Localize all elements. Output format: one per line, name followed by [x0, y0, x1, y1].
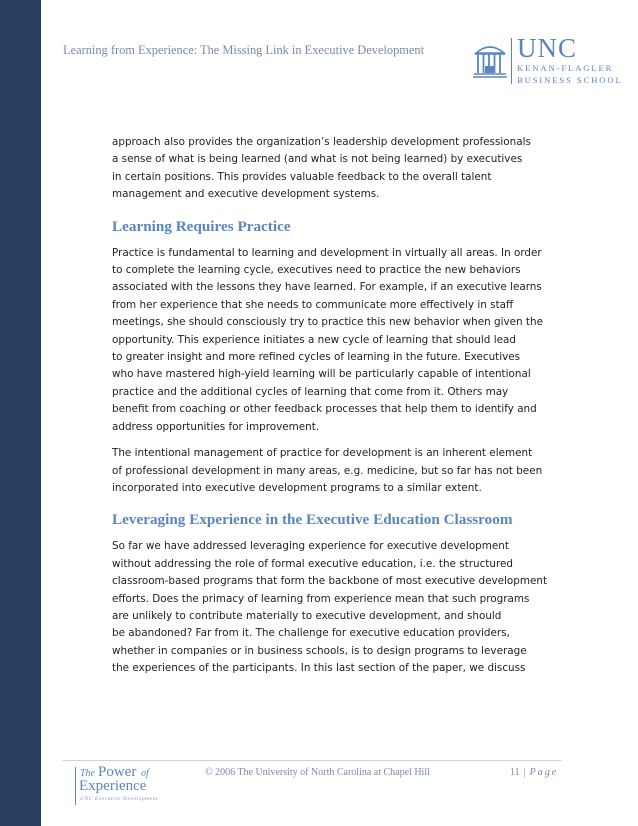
text-line: from her experience that she needs to communicate more effectively in staff	[112, 298, 514, 311]
text-line: opportunity. This experience initiates a new cycle of learning that should lead	[112, 333, 516, 346]
text-line: without addressing the role of formal executive education, i.e. the structured	[112, 557, 513, 570]
text-line: address opportunities for improvement.	[112, 420, 320, 433]
logo-word-the: The	[80, 768, 95, 779]
text-line: management and executive development systems.	[112, 188, 380, 201]
text-line: incorporated into executive development programs to a similar extent.	[112, 481, 482, 494]
left-sidebar-band	[0, 0, 41, 826]
text-line: efforts. Does the primacy of learning from experience mean that such programs	[112, 592, 530, 605]
section-heading-learning-requires-practice: Learning Requires Practice	[112, 217, 291, 235]
leveraging-paragraph-1	[112, 538, 552, 677]
logo-word-power: Power	[98, 764, 137, 780]
text-line: whether in companies or in business schools, is to design programs to leverage	[112, 644, 527, 657]
logo-line-business-school: BUSINESS SCHOOL	[517, 75, 623, 85]
footer-page-number	[510, 767, 558, 778]
logo-subtitle: UNC Executive Development	[80, 796, 159, 802]
page-separator: |	[523, 767, 526, 778]
text-line: The intentional management of practice for development is an inherent element	[112, 447, 533, 460]
text-line: the experiences of the participants. In this last section of the paper, we discuss	[112, 662, 526, 675]
logo-word-of: of	[141, 768, 149, 779]
practice-paragraph-2	[112, 445, 552, 497]
footer-logo-rule	[75, 767, 76, 805]
text-line: be abandoned? Far from it. The challenge for executive education providers,	[112, 627, 510, 640]
text-line: are unlikely to contribute materially to executive development, and should	[112, 609, 502, 622]
text-line: approach also provides the organization’s leadership development professionals	[112, 136, 531, 148]
text-line: So far we have addressed leveraging experience for executive development	[112, 540, 509, 553]
text-line: to complete the learning cycle, executives need to practice the new behaviors	[112, 264, 521, 277]
page-number: 11	[510, 767, 520, 778]
text-line: in certain positions. This provides valuable feedback to the overall talent	[112, 170, 492, 183]
text-line: Practice is fundamental to learning and development in virtually all areas. In order	[112, 246, 542, 259]
practice-paragraph-1	[112, 245, 552, 436]
footer-divider	[62, 760, 562, 761]
old-well-icon	[473, 40, 507, 78]
logo-divider	[511, 38, 512, 84]
text-line: practice and the additional cycles of learning that come from it. Others may	[112, 385, 509, 398]
text-line: meetings, she should consciously try to practice this new behavior when given the	[112, 316, 543, 329]
text-line: associated with the lessons they have learned. For example, if an executive learns	[112, 281, 542, 294]
page-header-title: Learning from Experience: The Missing Link in Executive Development	[63, 43, 425, 57]
text-line: a sense of what is being learned (and what is not being learned) by executives	[112, 153, 523, 166]
text-line: benefit from coaching or other feedback processes that help them to identify and	[112, 403, 537, 416]
text-line: classroom-based programs that form the backbone of most executive development	[112, 575, 548, 588]
logo-line-kenan-flagler: KENAN-FLAGLER	[517, 63, 614, 73]
intro-paragraph	[112, 134, 552, 204]
power-of-experience-logo	[75, 764, 185, 807]
section-heading-leveraging-experience: Leveraging Experience in the Executive Education Classroom	[112, 511, 513, 529]
logo-word-experience: Experience	[79, 778, 147, 794]
footer-copyright: © 2006 The University of North Carolina at Chapel Hill	[205, 767, 430, 778]
text-line: who have mastered high-yield learning will be particularly capable of intentional	[112, 368, 531, 381]
logo-wordmark: UNC	[517, 33, 578, 63]
page-content	[112, 134, 552, 678]
text-line: of professional development in many areas, e.g. medicine, but so far has not been	[112, 464, 543, 477]
text-line: to greater insight and more refined cycles of learning in the future. Executives	[112, 351, 521, 364]
unc-kenan-flagler-logo	[473, 33, 623, 86]
page-label: Page	[529, 767, 559, 778]
